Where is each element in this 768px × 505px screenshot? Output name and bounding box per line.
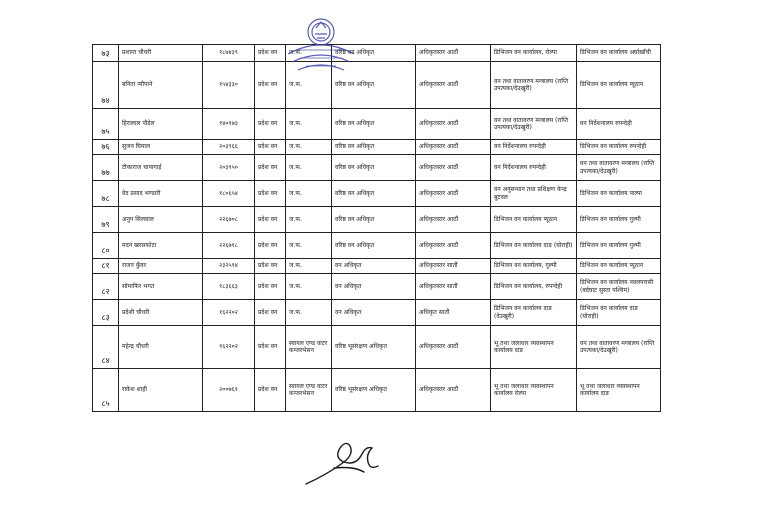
current-office-cell: डिभिजन वन कार्यालय प्यूठान [491, 207, 577, 233]
employee-name-cell: राकेश शाही [119, 369, 203, 412]
employee-name-cell: सोमाफिर भगत [119, 274, 203, 300]
level-cell: अधिकृतस्तर आठौं [416, 181, 491, 207]
post-title-cell: वरिष्ठ भूसंरक्षण अधिकृत [332, 326, 416, 369]
post-title-cell: वरिष्ठ भूसंरक्षण अधिकृत [332, 369, 416, 412]
service-group-cell: ज.फ. [286, 274, 332, 300]
service-class-cell: प्रदेश वन [255, 259, 286, 274]
new-office-cell: डिभिजन वन कार्यालय दाङ (घोराही) [577, 300, 661, 326]
employee-name-cell: सुजन घिमाल [119, 140, 203, 155]
current-office-cell: डिभिजन वन कार्यालय, रुपन्देही [491, 274, 577, 300]
service-class-cell: प्रदेश वन [255, 140, 286, 155]
new-office-cell: वन निर्देशनालय रुपन्देही [577, 109, 661, 140]
employee-name-cell: मदन खरसकोटा [119, 233, 203, 259]
table-row [93, 369, 661, 412]
table-row [93, 259, 661, 274]
new-office-cell: डिभिजन वन कार्यालय पाल्पा [577, 181, 661, 207]
employee-name-cell: प्रदेशी चौधरी [119, 300, 203, 326]
current-office-cell: वन तथा वातावरण मन्त्रालय (राप्ति उपत्यका/देउखुरी) [491, 62, 577, 109]
post-title-cell: वरिष्ठ वन अधिकृत [332, 233, 416, 259]
post-title-cell: वन अधिकृत [332, 259, 416, 274]
table-row [93, 207, 661, 233]
employee-id-cell: १८०६५४ [203, 181, 255, 207]
employee-name-cell: हिरालाल पौडेल [119, 109, 203, 140]
level-cell: अधिकृतस्तर सातौं [416, 274, 491, 300]
level-cell: अधिकृतस्तर आठौं [416, 140, 491, 155]
current-office-cell: डिभिजन वन कार्यालय दाङ (देउखुरी) [491, 300, 577, 326]
signature [298, 438, 398, 488]
post-title-cell: वन अधिकृत [332, 300, 416, 326]
employee-id-cell: २००७६१ [203, 369, 255, 412]
service-class-cell: प्रदेश वन [255, 233, 286, 259]
employee-name-cell: अनुप सिलवाल [119, 207, 203, 233]
current-office-cell: डिभिजन वन कार्यालय दाङ (घोराही) [491, 233, 577, 259]
service-class-cell: प्रदेश वन [255, 181, 286, 207]
service-class-cell: प्रदेश वन [255, 369, 286, 412]
employee-id-cell: २३२५१४ [203, 259, 255, 274]
row-number-cell: ८१ [93, 259, 119, 274]
new-office-cell: भू तथा जलाधार व्यवस्थापन कार्यालय दाङ [577, 369, 661, 412]
current-office-cell: डिभिजन वन कार्यालय, गुल्मी [491, 259, 577, 274]
employee-id-cell: १८३६६३ [203, 274, 255, 300]
employee-name-cell: राजन कुँवर [119, 259, 203, 274]
post-title-cell: वरिष्ठ वन अधिकृत [332, 109, 416, 140]
new-office-cell: डिभिजन वन कार्यालय प्यूठान [577, 259, 661, 274]
table-row [93, 274, 661, 300]
row-number-cell: ७३ [93, 45, 119, 62]
row-number-cell: ७८ [93, 181, 119, 207]
employee-id-cell: २२६७१८ [203, 233, 255, 259]
row-number-cell: ८० [93, 233, 119, 259]
post-title-cell: वरिष्ठ वन अधिकृत [332, 181, 416, 207]
row-number-cell: ७७ [93, 155, 119, 181]
post-title-cell: वन अधिकृत [332, 274, 416, 300]
row-number-cell: ७४ [93, 62, 119, 109]
row-number-cell: ८३ [93, 300, 119, 326]
post-title-cell: वरिष्ठ वन अधिकृत [332, 62, 416, 109]
level-cell: अधिकृतस्तर आठौं [416, 369, 491, 412]
table-row [93, 140, 661, 155]
level-cell: अधिकृतस्तर आठौं [416, 109, 491, 140]
new-office-cell: डिभिजन वन कार्यालय प्यूठान [577, 62, 661, 109]
service-group-cell: ज.फ. [286, 109, 332, 140]
table-row [93, 155, 661, 181]
current-office-cell: वन निर्देशनालय रुपन्देही [491, 140, 577, 155]
current-office-cell: भू तथा जलाधार व्यवस्थापन कार्यालय दाङ [491, 326, 577, 369]
row-number-cell: ७५ [93, 109, 119, 140]
employee-id-cell: २२६७०८ [203, 207, 255, 233]
service-group-cell: ज.फ. [286, 300, 332, 326]
employee-id-cell: १५४३३० [203, 62, 255, 109]
new-office-cell: डिभिजन वन कार्यालय नवलपरासी (बर्दघाट सुस्ता पश्चिम) [577, 274, 661, 300]
employee-id-cell: २०३९६६ [203, 140, 255, 155]
table-row [93, 45, 661, 62]
new-office-cell: डिभिजन वन कार्यालय गुल्मी [577, 233, 661, 259]
current-office-cell: वन निर्देशनालय रुपन्देही [491, 155, 577, 181]
employee-id-cell: २०३९५० [203, 155, 255, 181]
row-number-cell: ८२ [93, 274, 119, 300]
row-number-cell: ८४ [93, 326, 119, 369]
employee-name-cell: बनिता न्यौपाने [119, 62, 203, 109]
table-row [93, 233, 661, 259]
service-class-cell: प्रदेश वन [255, 62, 286, 109]
row-number-cell: ८५ [93, 369, 119, 412]
service-group-cell: ज.फ. [286, 140, 332, 155]
row-number-cell: ७९ [93, 207, 119, 233]
level-cell: अधिकृत सातौं [416, 300, 491, 326]
employee-name-cell: टीकाराज चापागाई [119, 155, 203, 181]
service-group-cell: ज.फ. [286, 45, 332, 62]
employee-id-cell: १८७४३९ [203, 45, 255, 62]
service-class-cell: प्रदेश वन [255, 45, 286, 62]
table-row [93, 181, 661, 207]
level-cell: अधिकृतस्तर आठौं [416, 326, 491, 369]
service-class-cell: प्रदेश वन [255, 155, 286, 181]
level-cell: अधिकृतस्तर आठौं [416, 62, 491, 109]
service-group-cell: ज.फ. [286, 181, 332, 207]
table-row [93, 300, 661, 326]
table-row [93, 326, 661, 369]
level-cell: अधिकृतस्तर आठौं [416, 233, 491, 259]
post-title-cell: वरिष्ठ वन अधिकृत [332, 207, 416, 233]
service-class-cell: प्रदेश वन [255, 207, 286, 233]
service-group-cell: ज.फ. [286, 259, 332, 274]
transfer-table [92, 44, 661, 412]
new-office-cell: वन तथा वातावरण मन्त्रालय (राप्ति उपत्यका/देउखुरी) [577, 326, 661, 369]
service-group-cell: स्वायल एण्ड वाटर कन्जरभेसन [286, 369, 332, 412]
service-class-cell: प्रदेश वन [255, 326, 286, 369]
current-office-cell: वन तथा वातावरण मन्त्रालय (राप्ति उपत्यका/देउखुरी) [491, 109, 577, 140]
post-title-cell: वरिष्ठ वन अधिकृत [332, 140, 416, 155]
current-office-cell: डिभिजन वन कार्यालय, रोल्पा [491, 45, 577, 62]
post-title-cell: वरिष्ठ वन अधिकृत [332, 155, 416, 181]
new-office-cell: डिभिजन वन कार्यालय गुल्मी [577, 207, 661, 233]
level-cell: अधिकृतस्तर सातौं [416, 259, 491, 274]
new-office-cell: डिभिजन वन कार्यालय रुपन्देही [577, 140, 661, 155]
current-office-cell: वन अनुसन्धान तथा प्रशिक्षण केन्द्र बुटवल [491, 181, 577, 207]
new-office-cell: वन तथा वातावरण मन्त्रालय (राप्ति उपत्यका/देउखुरी) [577, 155, 661, 181]
employee-name-cell: महेन्द्र चौधरी [119, 326, 203, 369]
service-group-cell: ज.फ. [286, 233, 332, 259]
employee-name-cell: प्रशान्त चौधरी [119, 45, 203, 62]
employee-id-cell: १६२२०२ [203, 326, 255, 369]
table-row [93, 109, 661, 140]
post-title-cell: वरिष्ठ वन अधिकृत [332, 45, 416, 62]
service-group-cell: स्वायल एण्ड वाटर कन्जरभेसन [286, 326, 332, 369]
level-cell: अधिकृतस्तर आठौं [416, 155, 491, 181]
service-group-cell: ज.फ. [286, 62, 332, 109]
employee-id-cell: १४०१७३ [203, 109, 255, 140]
level-cell: अधिकृतस्तर आठौं [416, 207, 491, 233]
table-row [93, 62, 661, 109]
service-group-cell: ज.फ. [286, 207, 332, 233]
employee-name-cell: वेद प्रसाद भण्डारी [119, 181, 203, 207]
employee-id-cell: १६२२०२ [203, 300, 255, 326]
current-office-cell: भू तथा जलाधार व्यवस्थापन कार्यालय रोल्पा [491, 369, 577, 412]
new-office-cell: डिभिजन वन कार्यालय अर्घाखाँची [577, 45, 661, 62]
level-cell: अधिकृतस्तर आठौं [416, 45, 491, 62]
service-class-cell: प्रदेश वन [255, 109, 286, 140]
service-class-cell: प्रदेश वन [255, 300, 286, 326]
row-number-cell: ७६ [93, 140, 119, 155]
service-class-cell: प्रदेश वन [255, 274, 286, 300]
service-group-cell: ज.फ. [286, 155, 332, 181]
